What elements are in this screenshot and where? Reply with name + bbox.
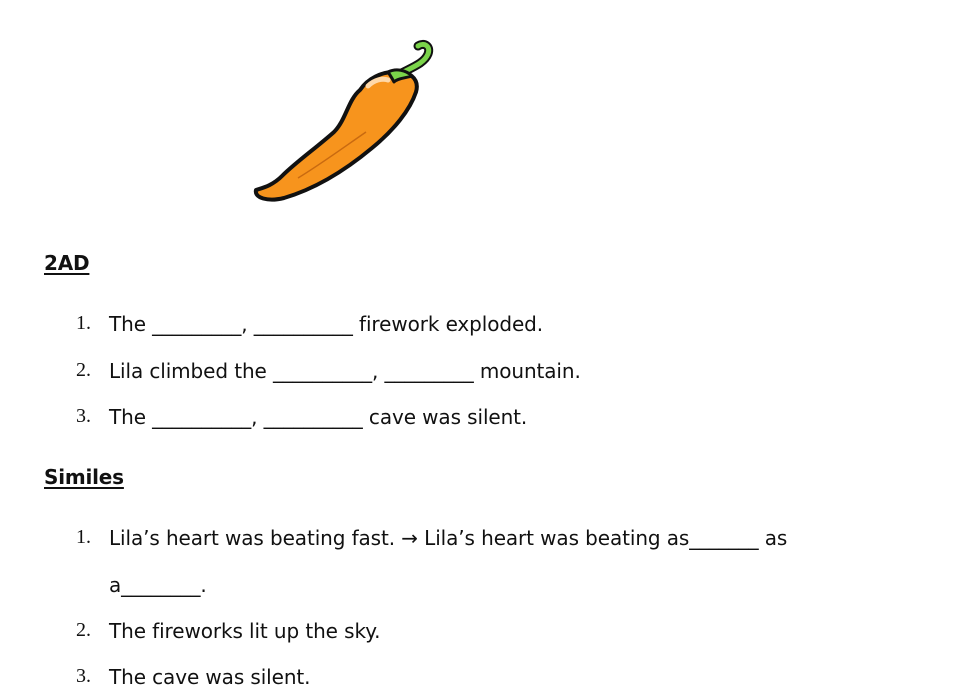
list-number: 2. — [76, 359, 91, 381]
chili-pepper-icon — [248, 38, 438, 208]
simile-sentence: The fireworks lit up the sky. — [109, 619, 381, 643]
section-heading-2ad: 2AD — [44, 251, 90, 275]
list-number: 2. — [76, 619, 91, 641]
simile-sentence-continuation: a________. — [109, 573, 207, 597]
exercise-sentence: The __________, __________ cave was silent. — [109, 405, 528, 429]
simile-sentence: The cave was silent. — [109, 665, 311, 689]
list-number: 3. — [76, 405, 91, 427]
list-number: 3. — [76, 665, 91, 687]
list-number: 1. — [76, 526, 91, 548]
section-heading-similes: Similes — [44, 465, 124, 489]
exercise-sentence: The _________, __________ firework exploded. — [109, 312, 543, 336]
list-number: 1. — [76, 312, 91, 334]
exercise-sentence: Lila climbed the __________, _________ mountain. — [109, 359, 581, 383]
simile-sentence: Lila’s heart was beating fast. → Lila’s heart was beating as_______ as — [109, 526, 788, 550]
